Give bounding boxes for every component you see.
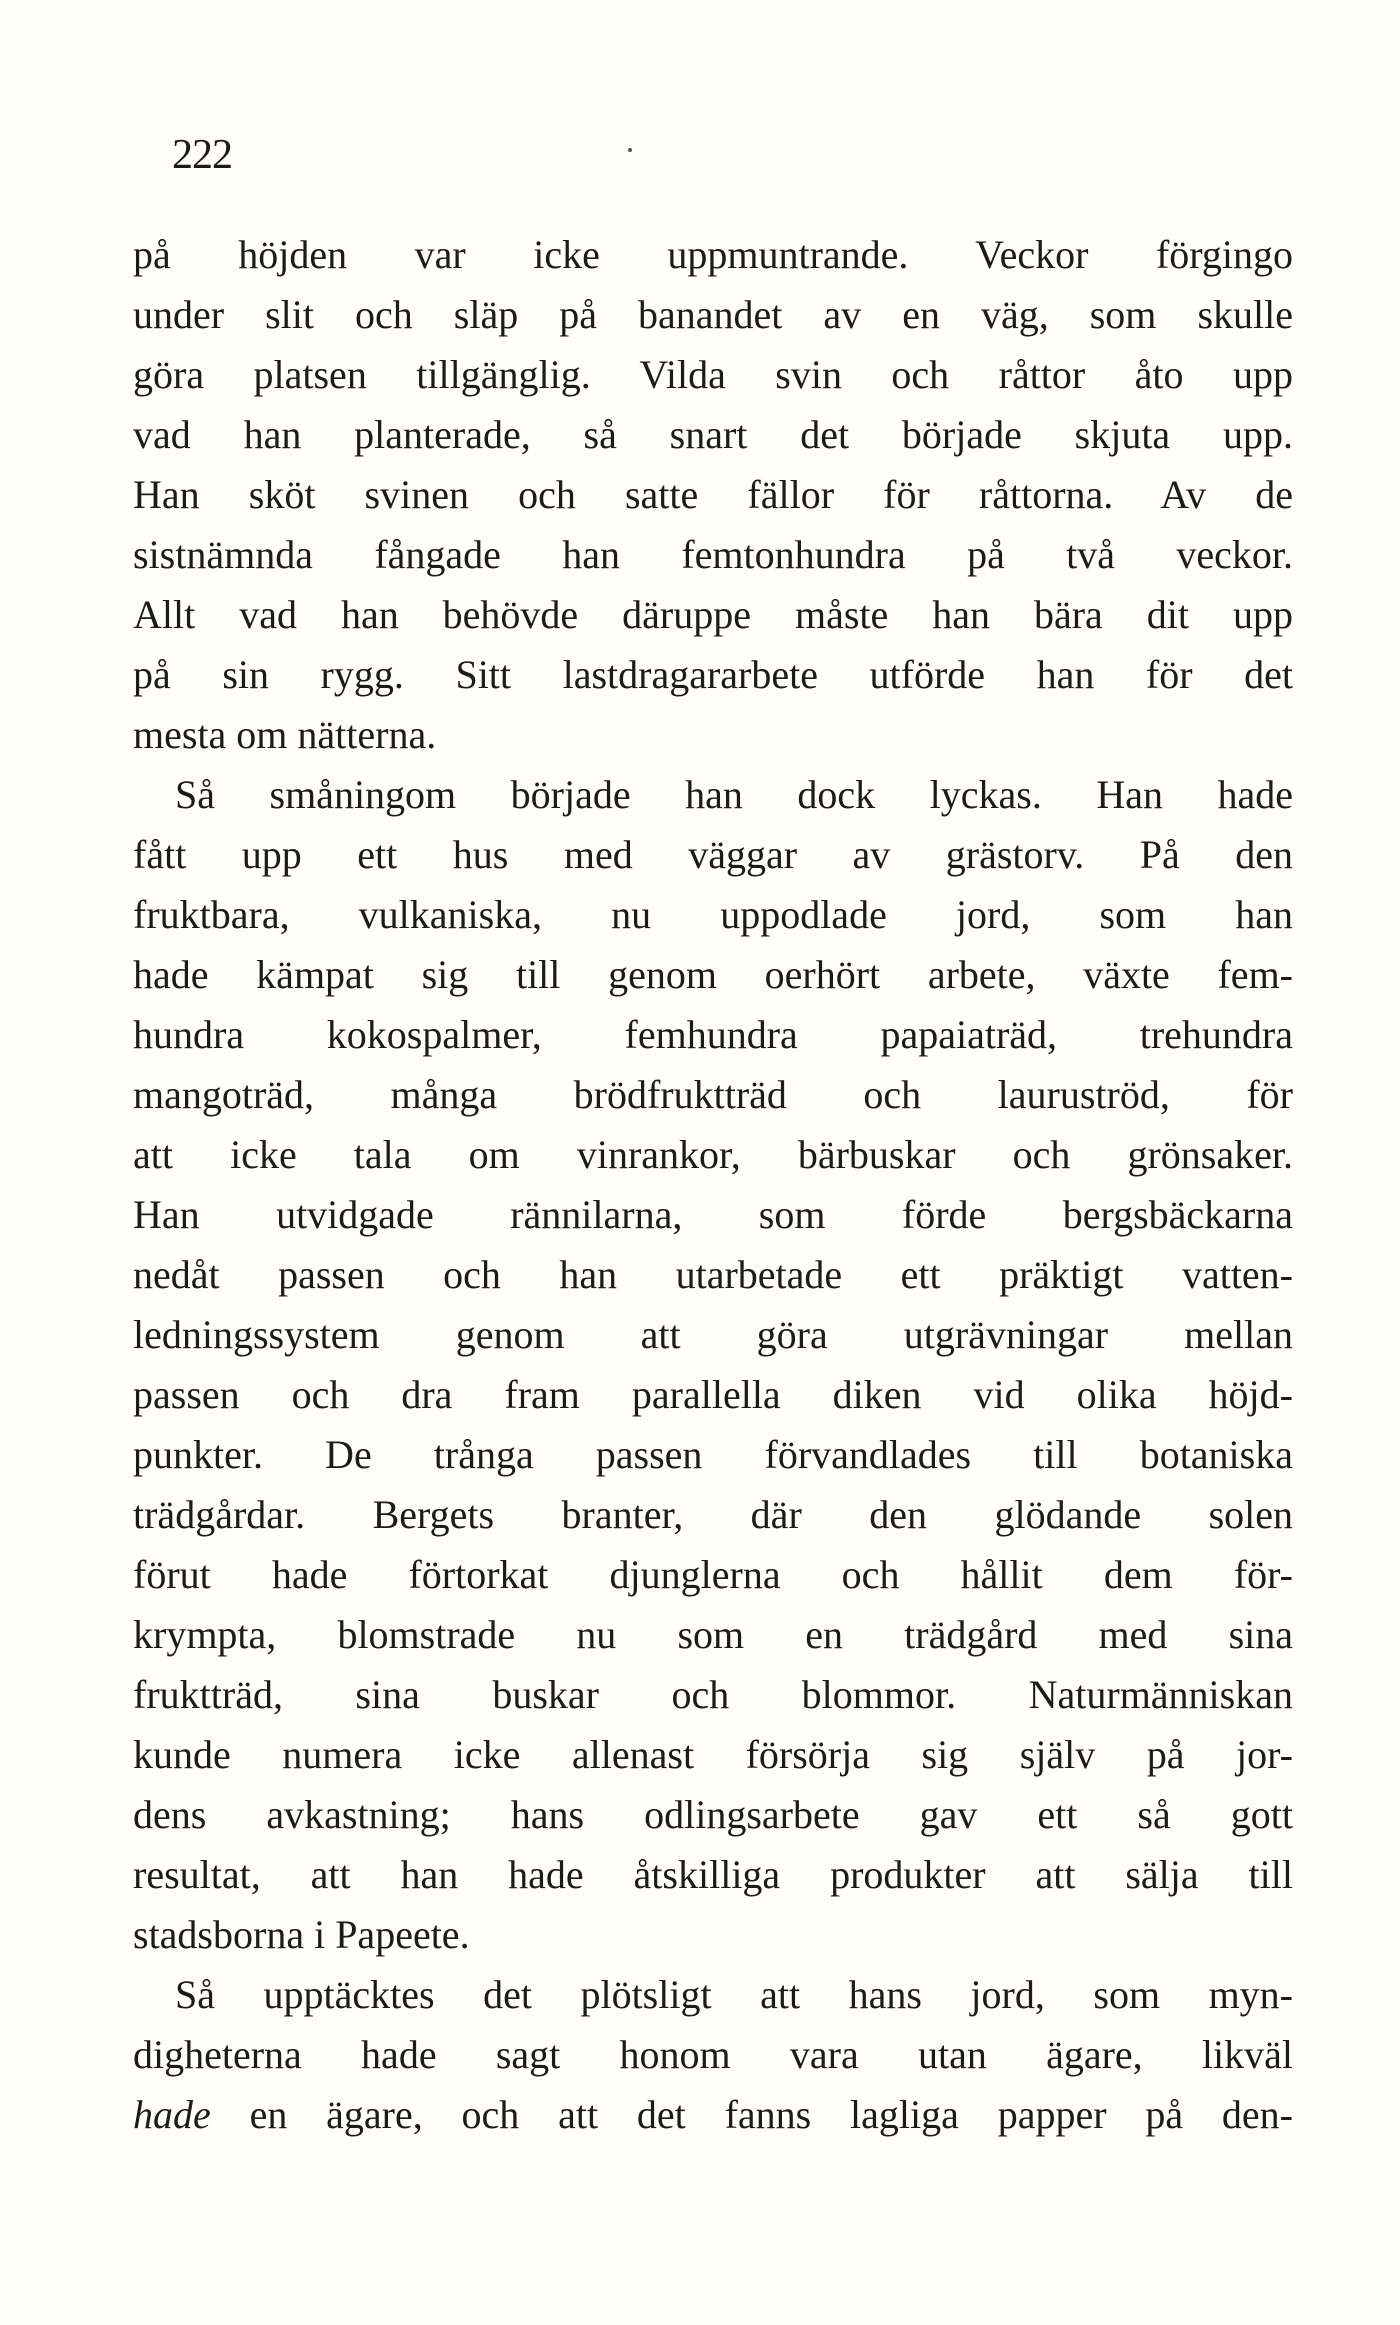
text-line: hade kämpat sig till genom oerhört arbete, växte fem- [133, 952, 1293, 997]
text-line: punkter. De trånga passen förvandlades till botaniska [133, 1432, 1293, 1477]
text-line: resultat, att han hade åtskilliga produkter att sälja till [133, 1852, 1293, 1897]
text-line: fruktträd, sina buskar och blommor. Naturmänniskan [133, 1672, 1293, 1717]
text-line: hundra kokospalmer, femhundra papaiaträd, trehundra [133, 1012, 1293, 1057]
text-line: digheterna hade sagt honom vara utan ägare, likväl [133, 2032, 1293, 2077]
text-line: nedåt passen och han utarbetade ett präktigt vatten- [133, 1252, 1293, 1297]
text-line: förut hade förtorkat djunglerna och hållit dem för- [133, 1552, 1293, 1597]
text-line: på höjden var icke uppmuntrande. Veckor förgingo [133, 232, 1293, 277]
text-line: Så småningom började han dock lyckas. Han hade [175, 772, 1293, 817]
text-line: sistnämnda fångade han femtonhundra på två veckor. [133, 532, 1293, 577]
print-speck [628, 148, 632, 152]
text-line: kunde numera icke allenast försörja sig själv på jor- [133, 1732, 1293, 1777]
text-line: göra platsen tillgänglig. Vilda svin och råttor åto upp [133, 352, 1293, 397]
text-line: stadsborna i Papeete. [133, 1912, 470, 1957]
text-line: mesta om nätterna. [133, 712, 437, 757]
text-line: fått upp ett hus med väggar av grästorv. På den [133, 832, 1293, 877]
text-line-final [133, 2085, 1293, 2145]
text-line: under slit och släp på banandet av en väg, som skulle [133, 292, 1293, 337]
text-line: att icke tala om vinrankor, bärbuskar och grönsaker. [133, 1132, 1293, 1177]
text-line: Allt vad han behövde däruppe måste han bära dit upp [133, 592, 1293, 637]
text-line: dens avkastning; hans odlingsarbete gav ett så gott [133, 1792, 1293, 1837]
text-line: Så upptäcktes det plötsligt att hans jord, som myn- [175, 1972, 1293, 2017]
text-line: på sin rygg. Sitt lastdragararbete utförde han för det [133, 652, 1293, 697]
body-text [133, 225, 1293, 2145]
text-line: fruktbara, vulkaniska, nu uppodlade jord, som han [133, 892, 1293, 937]
page-number: 222 [172, 132, 232, 178]
text-line: ledningssystem genom att göra utgrävningar mellan [133, 1312, 1293, 1357]
text-line: mangoträd, många brödfruktträd och lauruströd, för [133, 1072, 1293, 1117]
text-line: vad han planterade, så snart det började skjuta upp. [133, 412, 1293, 457]
text-line: trädgårdar. Bergets branter, där den glödande solen [133, 1492, 1293, 1537]
text-line: passen och dra fram parallella diken vid olika höjd- [133, 1372, 1293, 1417]
text-line-rest: en ägare, och att det fanns lagliga papper på den- [210, 2092, 1293, 2137]
text-line: krympta, blomstrade nu som en trädgård med sina [133, 1612, 1293, 1657]
text-line: Han sköt svinen och satte fällor för råttorna. Av de [133, 472, 1293, 517]
emphasized-word: hade [133, 2092, 211, 2137]
text-line: Han utvidgade rännilarna, som förde bergsbäckarna [133, 1192, 1293, 1237]
